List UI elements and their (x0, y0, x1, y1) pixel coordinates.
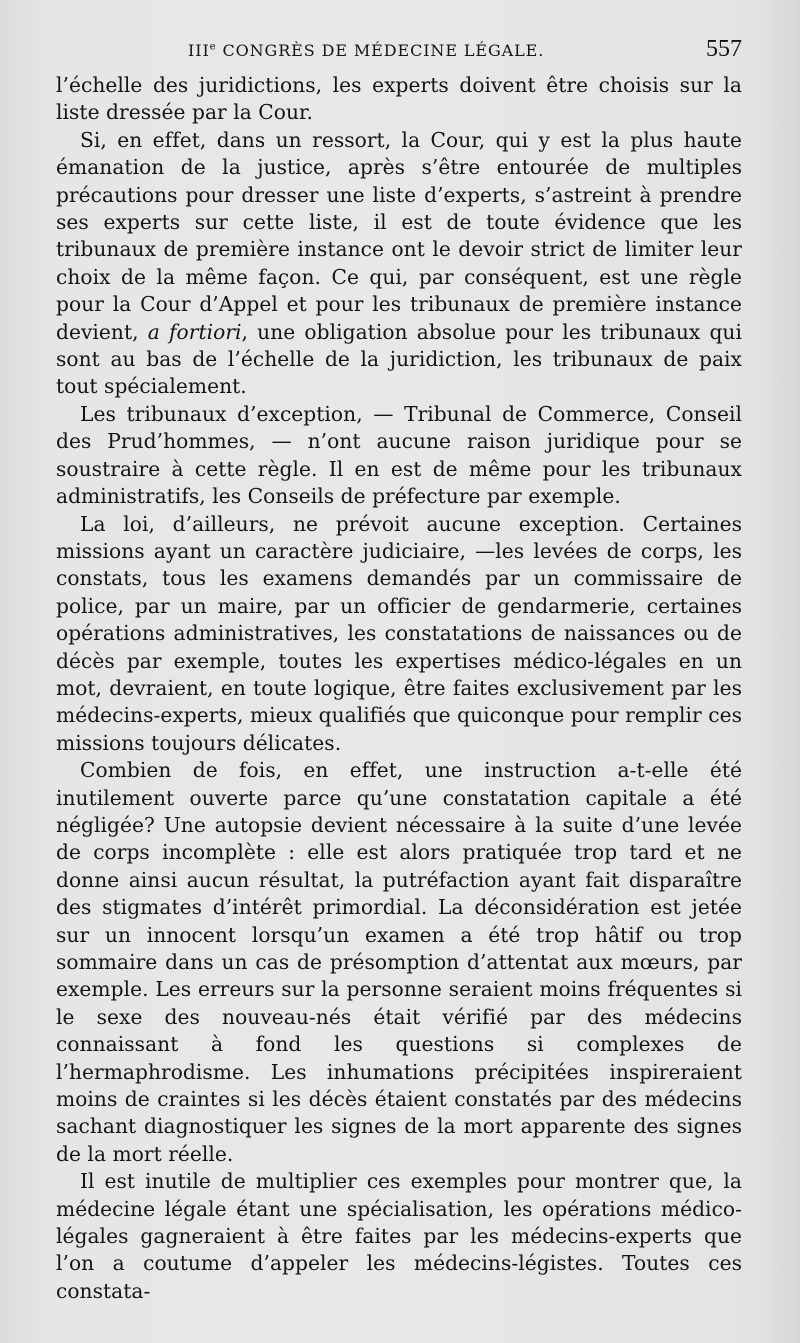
paragraph (56, 401, 742, 511)
paragraph-text: La loi, d’ailleurs, ne prévoit aucune exception. Certaines missions ayant un caractère judiciaire, —les levées de corps, les constats, tous les examens demandés par un commissaire de police, par un maire, par un officier de gendarmerie, certaines opérations administratives, les constatations de naissances ou de décès par exemple, toutes les expertises médico-légales en un mot, devraient, en toute logique, être faites exclusivement par les médecins-experts, mieux qualifiés que quiconque pour remplir ces missions toujours délicates. (56, 511, 742, 755)
running-head-title: CONGRÈS DE MÉDECINE LÉGALE. (216, 41, 545, 60)
paragraph-text: Il est inutile de multiplier ces exemples pour montrer que, la médecine légale étant une spécialisation, les opérations médico-légales gagneraient à être faites par les médecins-experts que l’on a coutume d’appeler les médecins-légistes. Toutes ces constata- (56, 1169, 742, 1303)
paragraph (56, 1168, 742, 1305)
paragraph-text: Combien de fois, en effet, une instruction a-t-elle été inutilement ouverte parce qu’une constatation capitale a été négligée? Une autopsie devient nécessaire à la suite d’une levée de corps incomplète : elle est alors pratiquée trop tard et ne donne ainsi aucun résultat, la putréfaction ayant fait disparaître des stigmates d’intérêt primordial. La déconsidération est jetée sur un innocent lorsqu’un examen a été trop hâtif ou trop sommaire dans un cas de présomption d’attentat aux mœurs, par exemple. Les erreurs sur la personne seraient moins fréquentes si le sexe des nouveau-nés était vérifié par des médecins connaissant à fond les questions si complexes de l’hermaphrodisme. Les inhumations précipitées inspireraient moins de craintes si les décès étaient constatés par des médecins sachant diagnostiquer les signes de la mort apparente des signes de la mort réelle. (56, 758, 742, 1166)
paragraph-text: Les tribunaux d’exception, — Tribunal de Commerce, Conseil des Prud’hommes, — n’ont aucune raison juridique pour se soustraire à cette règle. Il en est de même pour les tribunaux administratifs, les Conseils de préfecture par exemple. (56, 401, 742, 509)
paragraph-text-continued: , une obligation absolue pour les tribunaux qui sont au bas de l’échelle de la juridiction, les tribunaux de paix tout spécialement. (56, 319, 742, 399)
paragraph (56, 511, 742, 758)
running-head (188, 41, 544, 60)
body-text (56, 72, 742, 1305)
paragraph-text: Si, en effet, dans un ressort, la Cour, qui y est la plus haute émanation de la justice, après s’être entourée de multiples précautions pour dresser une liste d’experts, s’astreint à prendre ses experts sur cette liste, il est de toute évidence que les tribunaux de première instance ont le devoir strict de limiter leur choix de la même façon. Ce qui, par conséquent, est une règle pour la Cour d’Appel et pour les tribunaux de première instance devient, (56, 127, 742, 344)
paragraph-text: l’échelle des juridictions, les experts doivent être choisis sur la liste dressée par la Cour. (56, 73, 742, 125)
paragraph (56, 72, 742, 127)
running-head-suffix: e (209, 41, 217, 53)
paragraph (56, 127, 742, 401)
running-head-numeral: III (188, 41, 210, 60)
paragraph-italic-text: a fortiori (147, 319, 242, 344)
page-header (188, 36, 742, 70)
page-number: 557 (706, 36, 742, 62)
paragraph (56, 757, 742, 1168)
